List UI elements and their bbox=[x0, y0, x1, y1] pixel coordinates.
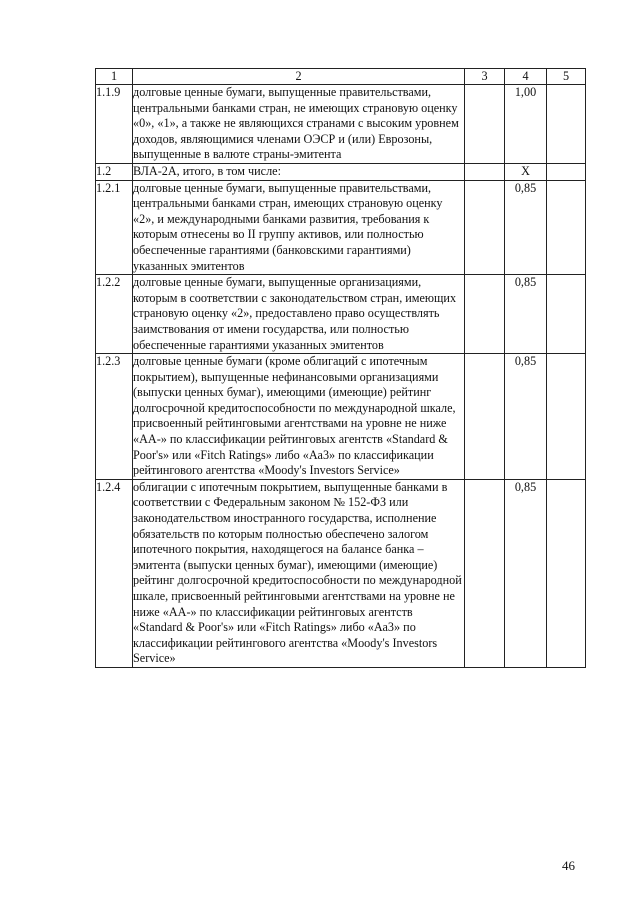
header-col-2: 2 bbox=[133, 69, 465, 85]
row-col5 bbox=[547, 275, 586, 354]
row-col5 bbox=[547, 354, 586, 480]
row-number: 1.2.2 bbox=[96, 275, 133, 354]
row-col3 bbox=[465, 163, 505, 180]
row-coefficient: 1,00 bbox=[505, 85, 547, 164]
row-description: долговые ценные бумаги, выпущенные правительствами, центральными банками стран, не имеющих страновую оценку «0», «1», а также не являющихся странами с высоким уровнем доходов, являющимися членами ОЭСР и (или) Еврозоны, выпущенные в валюте страны-эмитента bbox=[133, 85, 465, 164]
regulation-table bbox=[95, 68, 586, 668]
row-coefficient: 0,85 bbox=[505, 180, 547, 275]
row-col5 bbox=[547, 163, 586, 180]
row-description: облигации с ипотечным покрытием, выпущенные банками в соответствии с Федеральным законом № 152-ФЗ или законодательством иностранного государства, исполнение обязательств по которым полностью обеспечено залогом ипотечного покрытия, находящегося на балансе банка – эмитента (выпуски ценных бумаг), имеющими (имеющие) рейтинг долгосрочной кредитоспособности по международной шкале, присвоенный рейтинговыми агентствами на уровне не ниже «АА-» по классификации рейтинговых агентств «Standard & Poor's» или «Fitch Ratings» либо «Аа3» по классификации рейтингового агентства «Moody's Investors Service» bbox=[133, 479, 465, 667]
header-col-3: 3 bbox=[465, 69, 505, 85]
table-row bbox=[96, 275, 586, 354]
header-col-1: 1 bbox=[96, 69, 133, 85]
row-col3 bbox=[465, 180, 505, 275]
header-col-4: 4 bbox=[505, 69, 547, 85]
row-coefficient: 0,85 bbox=[505, 275, 547, 354]
row-col3 bbox=[465, 275, 505, 354]
row-col5 bbox=[547, 85, 586, 164]
row-number: 1.2 bbox=[96, 163, 133, 180]
row-description: ВЛА-2А, итого, в том числе: bbox=[133, 163, 465, 180]
header-col-5: 5 bbox=[547, 69, 586, 85]
row-description: долговые ценные бумаги, выпущенные организациями, которым в соответствии с законодательством стран, имеющих страновую оценку «2», предоставлено право осуществлять заимствования от имени государства, или полностью обеспеченные гарантиями указанных эмитентов bbox=[133, 275, 465, 354]
row-col3 bbox=[465, 479, 505, 667]
row-description: долговые ценные бумаги (кроме облигаций с ипотечным покрытием), выпущенные нефинансовыми организациями (выпуски ценных бумаг), имеющими (имеющие) рейтинг долгосрочной кредитоспособности по международной шкале, присвоенный рейтинговыми агентствами на уровне не ниже «АА-» по классификации рейтинговых агентств «Standard & Poor's» или «Fitch Ratings» либо «Аа3» по классификации рейтингового агентства «Moody's Investors Service» bbox=[133, 354, 465, 480]
row-col3 bbox=[465, 354, 505, 480]
table-row bbox=[96, 180, 586, 275]
row-coefficient: 0,85 bbox=[505, 354, 547, 480]
table-row bbox=[96, 85, 586, 164]
row-coefficient: X bbox=[505, 163, 547, 180]
row-number: 1.2.1 bbox=[96, 180, 133, 275]
row-col3 bbox=[465, 85, 505, 164]
table-row bbox=[96, 163, 586, 180]
row-coefficient: 0,85 bbox=[505, 479, 547, 667]
page-number: 46 bbox=[562, 858, 575, 873]
table-header-row bbox=[96, 69, 586, 85]
row-col5 bbox=[547, 180, 586, 275]
row-number: 1.1.9 bbox=[96, 85, 133, 164]
row-number: 1.2.4 bbox=[96, 479, 133, 667]
row-number: 1.2.3 bbox=[96, 354, 133, 480]
table-row bbox=[96, 479, 586, 667]
row-col5 bbox=[547, 479, 586, 667]
row-description: долговые ценные бумаги, выпущенные правительствами, центральными банками стран, имеющих страновую оценку «2», и международными банками развития, требования к которым отнесены во II группу активов, или полностью обеспеченные гарантиями (банковскими гарантиями) указанных эмитентов bbox=[133, 180, 465, 275]
table-row bbox=[96, 354, 586, 480]
